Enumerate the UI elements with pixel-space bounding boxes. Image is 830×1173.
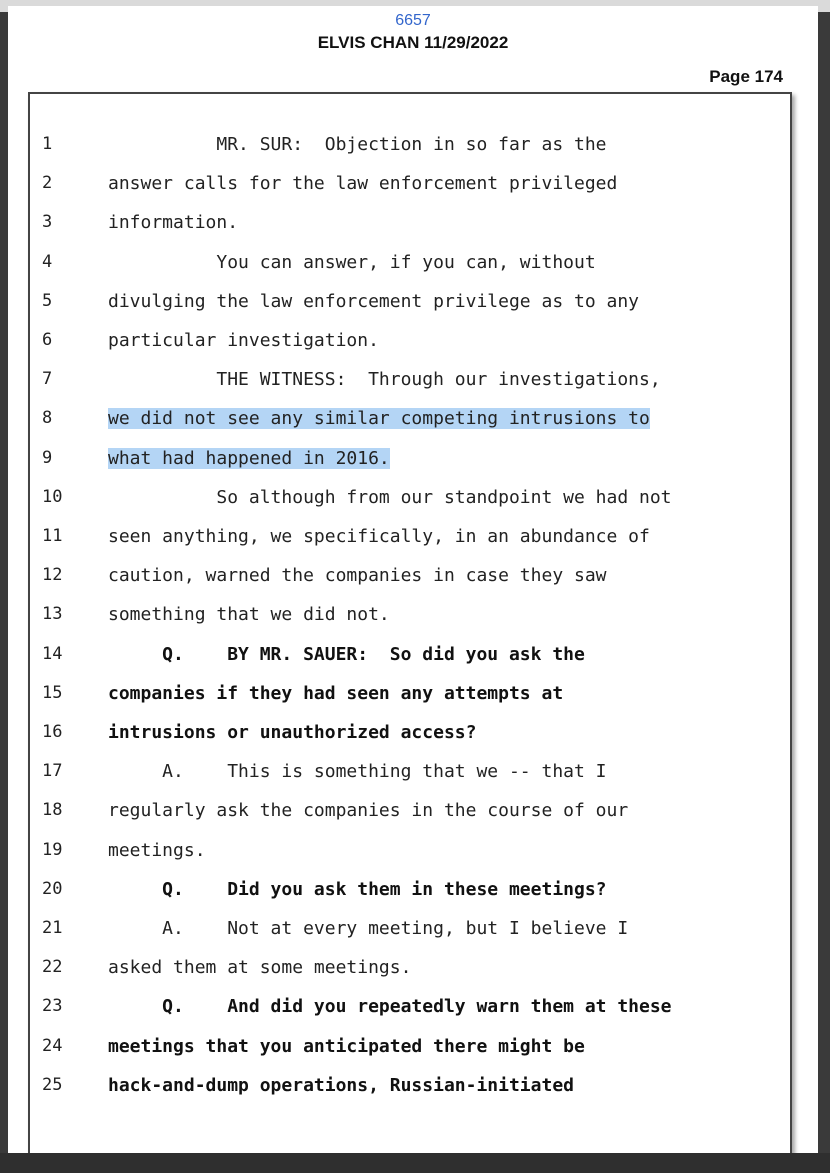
line-text: divulging the law enforcement privilege as to any (108, 290, 640, 312)
line-number: 2 (42, 173, 53, 194)
transcript-page (8, 6, 818, 1173)
line-number: 10 (42, 486, 63, 507)
line-text: hack-and-dump operations, Russian-initiated (108, 1074, 574, 1096)
line-text: regularly ask the companies in the course of our (108, 800, 629, 822)
line-number: 21 (42, 918, 63, 938)
deposition-header-title: ELVIS CHAN 11/29/2022 (317, 33, 509, 52)
line-text: answer calls for the law enforcement privileged (108, 173, 618, 195)
line-number: 24 (42, 1035, 63, 1056)
line-number: 25 (42, 1074, 63, 1095)
line-number: 18 (42, 800, 63, 821)
line-number: 8 (42, 408, 53, 429)
line-text: THE WITNESS: Through our investigations, (108, 369, 661, 391)
line-text: particular investigation. (108, 330, 379, 351)
line-number: 1 (42, 134, 53, 154)
line-number: 17 (42, 761, 63, 782)
line-number: 19 (42, 839, 63, 860)
line-number: 16 (42, 722, 63, 742)
transcript-frame (28, 92, 792, 1156)
bates-number: 6657 (395, 12, 431, 29)
line-number: 22 (42, 957, 63, 978)
line-number: 9 (42, 447, 53, 468)
line-text: Q. And did you repeatedly warn them at these (108, 996, 672, 1018)
line-number: 7 (42, 369, 53, 390)
line-number: 13 (42, 604, 63, 625)
line-number: 6 (42, 330, 53, 350)
line-text: So although from our standpoint we had not (108, 486, 672, 508)
line-text: something that we did not. (108, 604, 390, 626)
line-number: 20 (42, 878, 63, 899)
line-text: seen anything, we specifically, in an abundance of (108, 526, 650, 547)
line-text: Q. Did you ask them in these meetings? (108, 878, 607, 900)
line-number: 15 (42, 682, 63, 703)
window-bottom-strip (0, 1153, 830, 1173)
highlighted-line-text: what had happened in 2016. (108, 447, 390, 469)
line-text: intrusions or unauthorized access? (108, 722, 477, 743)
line-text: meetings. (108, 839, 206, 861)
line-text: You can answer, if you can, without (108, 251, 596, 273)
line-number: 3 (42, 212, 53, 233)
line-text: A. Not at every meeting, but I believe I (108, 918, 629, 939)
line-text: A. This is something that we -- that I (108, 761, 607, 783)
line-text: companies if they had seen any attempts at (108, 682, 564, 704)
line-number: 4 (42, 251, 53, 272)
line-text: asked them at some meetings. (108, 957, 412, 979)
line-text: MR. SUR: Objection in so far as the (108, 134, 607, 155)
line-number: 23 (42, 996, 63, 1017)
line-text: information. (108, 212, 239, 234)
line-text: caution, warned the companies in case they saw (108, 565, 607, 587)
page-number-label: Page 174 (709, 67, 783, 86)
line-number: 12 (42, 565, 63, 586)
line-number: 14 (42, 643, 63, 664)
line-number: 5 (42, 290, 53, 311)
highlighted-line-text: we did not see any similar competing intrusions to (108, 408, 650, 430)
line-text: meetings that you anticipated there might be (108, 1035, 585, 1057)
line-number: 11 (42, 526, 63, 546)
line-text: Q. BY MR. SAUER: So did you ask the (108, 643, 585, 665)
